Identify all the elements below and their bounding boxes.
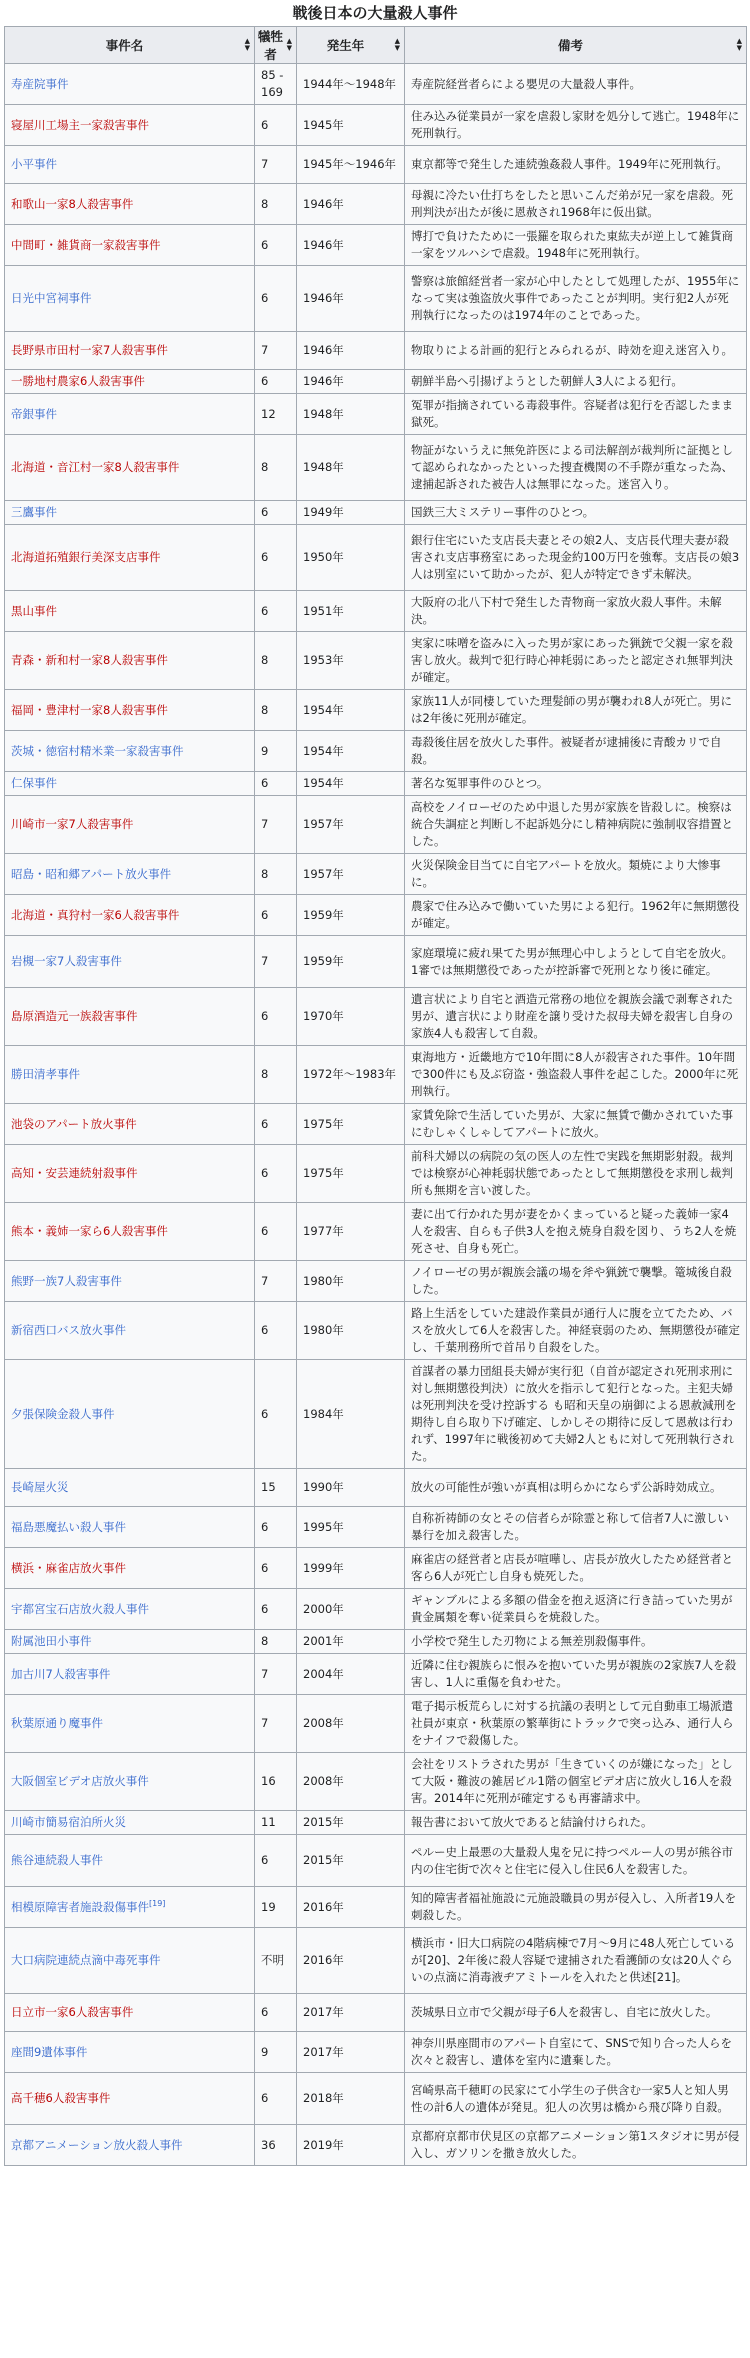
table-row bbox=[5, 1811, 747, 1835]
victims-cell: 6 bbox=[255, 1302, 297, 1360]
table-row bbox=[5, 1928, 747, 1994]
year-cell: 1977年 bbox=[297, 1203, 405, 1261]
victims-cell: 7 bbox=[255, 332, 297, 370]
year-cell: 2016年 bbox=[297, 1887, 405, 1928]
table-row bbox=[5, 1261, 747, 1302]
incident-name-cell bbox=[5, 1302, 255, 1360]
table-row bbox=[5, 1994, 747, 2032]
incident-name-cell bbox=[5, 1811, 255, 1835]
year-cell: 2008年 bbox=[297, 1753, 405, 1811]
header-victims[interactable] bbox=[255, 27, 297, 64]
note-cell: 家賃免除で生活していた男が、大家に無賃で働かされていた事にむしゃくしゃしてアパートに放火。 bbox=[405, 1104, 747, 1145]
incident-name-cell bbox=[5, 632, 255, 690]
incident-name-cell bbox=[5, 2032, 255, 2073]
incident-name-cell bbox=[5, 525, 255, 591]
incident-name-cell bbox=[5, 895, 255, 936]
year-cell: 1948年 bbox=[297, 435, 405, 501]
note-cell: 報告書において放火であると結論付けられた。 bbox=[405, 1811, 747, 1835]
table-row bbox=[5, 332, 747, 370]
incident-link[interactable]: 高知・安芸連続射殺事件 bbox=[11, 1166, 138, 1180]
year-cell: 1953年 bbox=[297, 632, 405, 690]
table-row bbox=[5, 146, 747, 184]
sort-icon[interactable]: ▲ ▼ bbox=[394, 37, 400, 52]
table-row bbox=[5, 184, 747, 225]
note-cell: 家庭環境に疲れ果てた男が無理心中しようとして自宅を放火。1審では無期懲役であったが控訴審で死刑となり後に確定。 bbox=[405, 936, 747, 988]
year-cell: 1954年 bbox=[297, 731, 405, 772]
victims-cell: 8 bbox=[255, 184, 297, 225]
sort-icon[interactable]: ▲ ▼ bbox=[244, 37, 250, 52]
table-row bbox=[5, 1654, 747, 1695]
incident-name-cell bbox=[5, 394, 255, 435]
year-cell: 1944年〜1948年 bbox=[297, 64, 405, 105]
incidents-table bbox=[4, 26, 747, 2166]
incident-link[interactable]: 日立市一家6人殺害事件 bbox=[11, 2005, 134, 2019]
incident-name-cell bbox=[5, 1695, 255, 1753]
incident-link[interactable]: 福岡・豊津村一家8人殺害事件 bbox=[11, 702, 168, 717]
incident-name-cell bbox=[5, 988, 255, 1046]
incident-name-cell bbox=[5, 2125, 255, 2166]
victims-cell: 16 bbox=[255, 1753, 297, 1811]
year-cell: 2015年 bbox=[297, 1835, 405, 1887]
victims-cell: 6 bbox=[255, 895, 297, 936]
table-row bbox=[5, 525, 747, 591]
note-cell: 銀行住宅にいた支店長夫妻とその娘2人、支店長代理夫妻が殺害され支店事務室にあった現金約100万円を強奪。支店長の娘3人は別室にいて助かったが、犯人が特定できず未解決。 bbox=[405, 525, 747, 591]
table-row bbox=[5, 731, 747, 772]
table-row bbox=[5, 1360, 747, 1469]
incident-link[interactable]: 夕張保険金殺人事件 bbox=[11, 1406, 115, 1421]
incident-link[interactable]: 日光中宮祠事件 bbox=[11, 291, 92, 305]
note-cell: 寿産院経営者らによる嬰児の大量殺人事件。 bbox=[405, 64, 747, 105]
note-cell: 麻雀店の経営者と店長が喧嘩し、店長が放火したため経営者と客ら6人が死亡し自身も焼死した。 bbox=[405, 1548, 747, 1589]
year-cell: 1946年 bbox=[297, 266, 405, 332]
victims-cell: 7 bbox=[255, 1654, 297, 1695]
note-cell: 大阪府の北八下村で発生した青物商一家放火殺人事件。未解決。 bbox=[405, 591, 747, 632]
incident-name-cell bbox=[5, 266, 255, 332]
incident-link[interactable]: 熊本・義姉一家ら6人殺害事件 bbox=[11, 1224, 168, 1238]
note-cell: 小学校で発生した刃物による無差別殺傷事件。 bbox=[405, 1630, 747, 1654]
incident-link[interactable]: 大阪個室ビデオ店放火事件 bbox=[11, 1774, 149, 1788]
incident-link[interactable]: 新宿西口バス放火事件 bbox=[11, 1323, 126, 1337]
note-cell: ギャンブルによる多額の借金を抱え返済に行き詰っていた男が貴金属類を奪い従業員らを焼殺した。 bbox=[405, 1589, 747, 1630]
incident-link[interactable]: 仁保事件 bbox=[11, 776, 57, 790]
incident-name-cell bbox=[5, 435, 255, 501]
note-cell: 横浜市・旧大口病院の4階病棟で7月〜9月に48人死亡しているが[20]、2年後に殺人容疑で逮捕された看護師の女は20人ぐらいの点滴に消毒液ヂアミトールを入れたと供述[21]。 bbox=[405, 1928, 747, 1994]
incident-link[interactable]: 小平事件 bbox=[11, 157, 57, 171]
year-cell: 2016年 bbox=[297, 1928, 405, 1994]
incident-link[interactable]: 島原酒造元一族殺害事件 bbox=[11, 1009, 138, 1023]
year-cell: 2008年 bbox=[297, 1695, 405, 1753]
note-cell: 路上生活をしていた建設作業員が通行人に腹を立てたため、バスを放火して6人を殺害した。神経衰弱のため、無期懲役が確定し、千葉刑務所で首吊り自殺をした。 bbox=[405, 1302, 747, 1360]
incident-link[interactable]: 福島悪魔払い殺人事件 bbox=[11, 1519, 126, 1534]
incident-name-cell bbox=[5, 1145, 255, 1203]
table-row bbox=[5, 591, 747, 632]
incident-name-cell bbox=[5, 772, 255, 796]
victims-cell: 不明 bbox=[255, 1928, 297, 1994]
note-cell: 家族11人が同棲していた理髪師の男が襲われ8人が死亡。男には2年後に死刑が確定。 bbox=[405, 690, 747, 731]
note-cell: 知的障害者福祉施設に元施設職員の男が侵入し、入所者19人を刺殺した。 bbox=[405, 1887, 747, 1928]
victims-cell: 8 bbox=[255, 690, 297, 731]
note-cell: ノイローゼの男が親族会議の場を斧や猟銃で襲撃。篭城後自殺した。 bbox=[405, 1261, 747, 1302]
year-cell: 1975年 bbox=[297, 1104, 405, 1145]
table-row bbox=[5, 1104, 747, 1145]
table-body bbox=[5, 64, 747, 2166]
year-cell: 2018年 bbox=[297, 2073, 405, 2125]
incident-link[interactable]: 加古川7人殺害事件 bbox=[11, 1666, 111, 1681]
incident-link[interactable]: 川崎市一家7人殺害事件 bbox=[11, 817, 134, 831]
year-cell: 1999年 bbox=[297, 1548, 405, 1589]
victims-cell: 6 bbox=[255, 105, 297, 146]
incident-name-cell bbox=[5, 1589, 255, 1630]
note-cell: 近隣に住む親族らに恨みを抱いていた男が親族の2家族7人を殺害し、1人に重傷を負わせた。 bbox=[405, 1654, 747, 1695]
incident-link[interactable]: 帝銀事件 bbox=[11, 406, 57, 421]
victims-cell: 6 bbox=[255, 225, 297, 266]
table-row bbox=[5, 2032, 747, 2073]
table-row bbox=[5, 225, 747, 266]
year-cell: 1990年 bbox=[297, 1469, 405, 1507]
header-note[interactable] bbox=[405, 27, 747, 64]
year-cell: 1980年 bbox=[297, 1261, 405, 1302]
incident-name-cell bbox=[5, 1203, 255, 1261]
incident-name-cell bbox=[5, 1548, 255, 1589]
year-cell: 1949年 bbox=[297, 501, 405, 525]
incident-link[interactable]: 京都アニメーション放火殺人事件 bbox=[11, 2137, 183, 2152]
incident-link[interactable]: 茨城・徳宿村精米業一家殺害事件 bbox=[11, 743, 184, 758]
incident-name-cell bbox=[5, 105, 255, 146]
year-cell: 1995年 bbox=[297, 1507, 405, 1548]
victims-cell: 6 bbox=[255, 591, 297, 632]
note-cell: 放火の可能性が強いが真相は明らかにならず公訴時効成立。 bbox=[405, 1469, 747, 1507]
table-row bbox=[5, 1046, 747, 1104]
year-cell: 1972年〜1983年 bbox=[297, 1046, 405, 1104]
note-cell: 警察は旅館経営者一家が心中したとして処理したが、1955年になって実は強盗放火事件であったことが判明。実行犯2人が死刑執行になったのは1974年のことであった。 bbox=[405, 266, 747, 332]
victims-cell: 7 bbox=[255, 936, 297, 988]
note-cell: 毒殺後住居を放火した事件。被疑者が逮捕後に青酸カリで自殺。 bbox=[405, 731, 747, 772]
note-cell: 自称祈祷師の女とその信者らが除霊と称して信者7人に激しい暴行を加え殺害した。 bbox=[405, 1507, 747, 1548]
table-row bbox=[5, 1835, 747, 1887]
incident-link[interactable]: 和歌山一家8人殺害事件 bbox=[11, 196, 134, 211]
year-cell: 1946年 bbox=[297, 184, 405, 225]
victims-cell: 12 bbox=[255, 394, 297, 435]
incident-name-cell bbox=[5, 1360, 255, 1469]
victims-cell: 6 bbox=[255, 1203, 297, 1261]
incident-link[interactable]: 川崎市簡易宿泊所火災 bbox=[11, 1815, 126, 1829]
year-cell: 1950年 bbox=[297, 525, 405, 591]
table-row bbox=[5, 1469, 747, 1507]
victims-cell: 6 bbox=[255, 2073, 297, 2125]
incident-name-cell bbox=[5, 796, 255, 854]
note-cell: 遺言状により自宅と酒造元常務の地位を親族会議で剥奪された男が、遺言状により財産を譲り受けた叔母夫婦を殺害し自身の家族4人も殺害して自殺。 bbox=[405, 988, 747, 1046]
victims-cell: 85 - 169 bbox=[255, 64, 297, 105]
year-cell: 2017年 bbox=[297, 2032, 405, 2073]
incident-name-cell bbox=[5, 1507, 255, 1548]
incident-link[interactable]: 黒山事件 bbox=[11, 603, 57, 618]
victims-cell: 9 bbox=[255, 2032, 297, 2073]
year-cell: 1959年 bbox=[297, 936, 405, 988]
incident-name-cell bbox=[5, 332, 255, 370]
header-date[interactable] bbox=[297, 27, 405, 64]
year-cell: 1980年 bbox=[297, 1302, 405, 1360]
year-cell: 1945年 bbox=[297, 105, 405, 146]
incident-link[interactable]: 秋葉原通り魔事件 bbox=[11, 1716, 103, 1730]
incident-name-cell bbox=[5, 690, 255, 731]
table-row bbox=[5, 632, 747, 690]
victims-cell: 6 bbox=[255, 1994, 297, 2032]
note-cell: 会社をリストラされた男が「生きていくのが嫌になった」として大阪・難波の雑居ビル1階の個室ビデオ店に放火し16人を殺害。2014年に死刑が確定するも再審請求中。 bbox=[405, 1753, 747, 1811]
victims-cell: 6 bbox=[255, 501, 297, 525]
incident-link[interactable]: 三鷹事件 bbox=[11, 505, 57, 519]
table-row bbox=[5, 2073, 747, 2125]
note-cell: 妻に出て行かれた男が妻をかくまっていると疑った義姉一家4人を殺害、自らも子供3人を抱え焼身自殺を図り、うち2人を焼死させ、自身も死亡。 bbox=[405, 1203, 747, 1261]
table-row bbox=[5, 1145, 747, 1203]
table-row bbox=[5, 1589, 747, 1630]
table-row bbox=[5, 772, 747, 796]
incident-name-cell bbox=[5, 1835, 255, 1887]
incident-name-cell bbox=[5, 854, 255, 895]
table-row bbox=[5, 64, 747, 105]
note-cell: 物取りによる計画的犯行とみられるが、時効を迎え迷宮入り。 bbox=[405, 332, 747, 370]
sort-icon[interactable]: ▲ ▼ bbox=[286, 37, 292, 52]
victims-cell: 7 bbox=[255, 1261, 297, 1302]
note-cell: 博打で負けたために一張羅を取られた東紘夫が逆上して雑貨商一家をツルハシで虐殺。1948年に死刑執行。 bbox=[405, 225, 747, 266]
incident-link[interactable]: 大口病院連続点滴中毒死事件 bbox=[11, 1953, 161, 1967]
note-cell: 物証がないうえに無免許医による司法解剖が裁判所に証拠として認められなかったといった捜査機関の不手際が重なった為、逮捕起訴された被告人は無罪になった。迷宮入り。 bbox=[405, 435, 747, 501]
year-cell: 1946年 bbox=[297, 332, 405, 370]
victims-cell: 6 bbox=[255, 1589, 297, 1630]
incident-link[interactable]: 中間町・雑貨商一家殺害事件 bbox=[11, 237, 161, 252]
table-caption: 戦後日本の大量殺人事件 bbox=[292, 4, 458, 22]
victims-cell: 6 bbox=[255, 1145, 297, 1203]
victims-cell: 6 bbox=[255, 1104, 297, 1145]
year-cell: 1948年 bbox=[297, 394, 405, 435]
incident-name-cell bbox=[5, 731, 255, 772]
victims-cell: 6 bbox=[255, 988, 297, 1046]
victims-cell: 6 bbox=[255, 1835, 297, 1887]
year-cell: 1970年 bbox=[297, 988, 405, 1046]
note-cell: 京都府京都市伏見区の京都アニメーション第1スタジオに男が侵入し、ガソリンを撒き放火した。 bbox=[405, 2125, 747, 2166]
incident-name-cell bbox=[5, 146, 255, 184]
note-cell: 実家に味噌を盗みに入った男が家にあった猟銃で父親一家を殺害し放火。裁判で犯行時心神耗弱にあったと認定され無罪判決が確定。 bbox=[405, 632, 747, 690]
incident-name-cell bbox=[5, 184, 255, 225]
header-date-label: 発生年 bbox=[326, 38, 365, 53]
note-cell: 東海地方・近畿地方で10年間に8人が殺害された事件。10年間で300件にも及ぶ窃盗・強盗殺人事件を起こした。2000年に死刑執行。 bbox=[405, 1046, 747, 1104]
year-cell: 1945年〜1946年 bbox=[297, 146, 405, 184]
incident-link[interactable]: 一勝地村農家6人殺害事件 bbox=[11, 374, 145, 388]
citation-link[interactable]: [19] bbox=[149, 1898, 166, 1908]
victims-cell: 36 bbox=[255, 2125, 297, 2166]
note-cell: 冤罪が指摘されている毒殺事件。容疑者は犯行を否認したまま獄死。 bbox=[405, 394, 747, 435]
year-cell: 1975年 bbox=[297, 1145, 405, 1203]
year-cell: 1954年 bbox=[297, 690, 405, 731]
table-row bbox=[5, 1695, 747, 1753]
note-cell: 前科犬婦以の病院の気の医人の左性で実践を無期影射殺。裁判では検察が心神耗弱状態であったとして無期懲役を求刑し裁判所も無期を言い渡した。 bbox=[405, 1145, 747, 1203]
header-name-label: 事件名 bbox=[105, 38, 144, 53]
header-victims-label: 犠牲者 bbox=[257, 29, 283, 62]
note-cell: 著名な冤罪事件のひとつ。 bbox=[405, 772, 747, 796]
incident-name-cell bbox=[5, 1753, 255, 1811]
table-row bbox=[5, 690, 747, 731]
victims-cell: 15 bbox=[255, 1469, 297, 1507]
incident-name-cell bbox=[5, 1261, 255, 1302]
table-row bbox=[5, 1203, 747, 1261]
year-cell: 2000年 bbox=[297, 1589, 405, 1630]
year-cell: 1957年 bbox=[297, 796, 405, 854]
year-cell: 1954年 bbox=[297, 772, 405, 796]
table-row bbox=[5, 1630, 747, 1654]
table-row bbox=[5, 895, 747, 936]
victims-cell: 8 bbox=[255, 1046, 297, 1104]
incident-name-cell bbox=[5, 1630, 255, 1654]
table-row bbox=[5, 501, 747, 525]
header-note-label: 備考 bbox=[557, 38, 583, 53]
header-name[interactable] bbox=[5, 27, 255, 64]
incident-link[interactable]: 熊谷連続殺人事件 bbox=[11, 1853, 103, 1867]
victims-cell: 6 bbox=[255, 370, 297, 394]
victims-cell: 8 bbox=[255, 632, 297, 690]
table-header-row bbox=[5, 27, 747, 64]
victims-cell: 19 bbox=[255, 1887, 297, 1928]
incident-link[interactable]: 昭島・昭和郷アパート放火事件 bbox=[11, 866, 172, 881]
table-row bbox=[5, 370, 747, 394]
year-cell: 1951年 bbox=[297, 591, 405, 632]
note-cell: 宮崎県高千穂町の民家にて小学生の子供含む一家5人と知人男性の計6人の遺体が発見。犯人の次男は橋から飛び降り自殺。 bbox=[405, 2073, 747, 2125]
table-row bbox=[5, 796, 747, 854]
sort-icon[interactable]: ▲ ▼ bbox=[736, 37, 742, 52]
incident-link[interactable]: 勝田清孝事件 bbox=[11, 1067, 80, 1081]
table-row bbox=[5, 1887, 747, 1928]
incident-link[interactable]: 高千穂6人殺害事件 bbox=[11, 2091, 111, 2105]
year-cell: 1959年 bbox=[297, 895, 405, 936]
incident-link[interactable]: 座間9遺体事件 bbox=[11, 2044, 88, 2059]
victims-cell: 8 bbox=[255, 854, 297, 895]
note-cell: 首謀者の暴力団組長夫婦が実行犯（自首が認定され死刑求刑に対し無期懲役判決）に放火を指示して犯行となった。主犯夫婦は死刑判決を受け控訴する も昭和天皇の崩御による恩赦減刑を期待し自ら取り下げ確定、しかしその期待に反して恩赦は行われず、1997年に戦後初めて夫婦2人ともに対して死刑執行された。 bbox=[405, 1360, 747, 1469]
table-row bbox=[5, 936, 747, 988]
note-cell: 東京都等で発生した連続強姦殺人事件。1949年に死刑執行。 bbox=[405, 146, 747, 184]
table-row bbox=[5, 1507, 747, 1548]
incident-link[interactable]: 長野県市田村一家7人殺害事件 bbox=[11, 343, 168, 357]
table-row bbox=[5, 105, 747, 146]
incident-name-cell bbox=[5, 1928, 255, 1994]
note-cell: 電子掲示板荒らしに対する抗議の表明として元自動車工場派遣社員が東京・秋葉原の繁華街にトラックで突っ込み、通行人らをナイフで殺傷した。 bbox=[405, 1695, 747, 1753]
table-row bbox=[5, 2125, 747, 2166]
victims-cell: 7 bbox=[255, 796, 297, 854]
table-row bbox=[5, 1302, 747, 1360]
year-cell: 2015年 bbox=[297, 1811, 405, 1835]
note-cell: 母親に冷たい仕打ちをしたと思いこんだ弟が兄一家を虐殺。死刑判決が出たが後に恩赦され1968年に仮出獄。 bbox=[405, 184, 747, 225]
year-cell: 2019年 bbox=[297, 2125, 405, 2166]
incident-name-cell bbox=[5, 1469, 255, 1507]
incident-name-cell bbox=[5, 1654, 255, 1695]
year-cell: 2004年 bbox=[297, 1654, 405, 1695]
victims-cell: 6 bbox=[255, 266, 297, 332]
incident-link[interactable]: 長崎屋火災 bbox=[11, 1480, 69, 1494]
table-row bbox=[5, 394, 747, 435]
incident-link[interactable]: 相模原障害者施設殺傷事件 bbox=[11, 1899, 149, 1914]
incident-link[interactable]: 寿産院事件 bbox=[11, 76, 69, 91]
note-cell: 住み込み従業員が一家を虐殺し家財を処分して逃亡。1948年に死刑執行。 bbox=[405, 105, 747, 146]
victims-cell: 8 bbox=[255, 435, 297, 501]
incident-name-cell bbox=[5, 2073, 255, 2125]
note-cell: 高校をノイローゼのため中退した男が家族を皆殺しに。検察は統合失調症と判断し不起訴処分にし精神病院に強制収容措置とした。 bbox=[405, 796, 747, 854]
note-cell: 茨城県日立市で父親が母子6人を殺害し、自宅に放火した。 bbox=[405, 1994, 747, 2032]
incident-name-cell bbox=[5, 64, 255, 105]
incident-name-cell bbox=[5, 501, 255, 525]
incident-name-cell bbox=[5, 1046, 255, 1104]
table-row bbox=[5, 1753, 747, 1811]
victims-cell: 6 bbox=[255, 772, 297, 796]
victims-cell: 6 bbox=[255, 525, 297, 591]
incident-link[interactable]: 池袋のアパート放火事件 bbox=[11, 1116, 137, 1131]
victims-cell: 6 bbox=[255, 1360, 297, 1469]
victims-cell: 6 bbox=[255, 1507, 297, 1548]
incident-link[interactable]: 熊野一族7人殺害事件 bbox=[11, 1273, 122, 1288]
incident-name-cell bbox=[5, 936, 255, 988]
victims-cell: 7 bbox=[255, 1695, 297, 1753]
incident-link[interactable]: 寝屋川工場主一家殺害事件 bbox=[11, 117, 149, 132]
table-row bbox=[5, 854, 747, 895]
incident-link[interactable]: 附属池田小事件 bbox=[11, 1634, 92, 1648]
incident-name-cell bbox=[5, 1887, 255, 1928]
year-cell: 2017年 bbox=[297, 1994, 405, 2032]
incident-name-cell bbox=[5, 591, 255, 632]
incident-link[interactable]: 宇都宮宝石店放火殺人事件 bbox=[11, 1601, 149, 1616]
table-row bbox=[5, 435, 747, 501]
table-row bbox=[5, 266, 747, 332]
incident-link[interactable]: 北海道・真狩村一家6人殺害事件 bbox=[11, 907, 180, 922]
table-row bbox=[5, 988, 747, 1046]
incident-link[interactable]: 横浜・麻雀店放火事件 bbox=[11, 1560, 126, 1575]
incident-name-cell bbox=[5, 370, 255, 394]
victims-cell: 6 bbox=[255, 1548, 297, 1589]
note-cell: 朝鮮半島へ引揚げようとした朝鮮人3人による犯行。 bbox=[405, 370, 747, 394]
incident-link[interactable]: 北海道・音江村一家8人殺害事件 bbox=[11, 460, 180, 474]
note-cell: ペルー史上最悪の大量殺人鬼を兄に持つペルー人の男が熊谷市内の住宅街で次々と住宅に侵入し住民6人を殺害した。 bbox=[405, 1835, 747, 1887]
incident-link[interactable]: 岩槻一家7人殺害事件 bbox=[11, 954, 122, 968]
year-cell: 1946年 bbox=[297, 225, 405, 266]
victims-cell: 11 bbox=[255, 1811, 297, 1835]
incident-name-cell bbox=[5, 1994, 255, 2032]
incident-name-cell bbox=[5, 225, 255, 266]
victims-cell: 8 bbox=[255, 1630, 297, 1654]
year-cell: 1946年 bbox=[297, 370, 405, 394]
note-cell: 国鉄三大ミステリー事件のひとつ。 bbox=[405, 501, 747, 525]
victims-cell: 7 bbox=[255, 146, 297, 184]
year-cell: 1957年 bbox=[297, 854, 405, 895]
note-cell: 農家で住み込みで働いていた男による犯行。1962年に無期懲役が確定。 bbox=[405, 895, 747, 936]
incident-name-cell bbox=[5, 1104, 255, 1145]
victims-cell: 9 bbox=[255, 731, 297, 772]
table-row bbox=[5, 1548, 747, 1589]
note-cell: 火災保険金目当てに自宅アパートを放火。類焼により大惨事に。 bbox=[405, 854, 747, 895]
year-cell: 1984年 bbox=[297, 1360, 405, 1469]
incident-link[interactable]: 北海道拓殖銀行美深支店事件 bbox=[11, 550, 161, 564]
note-cell: 神奈川県座間市のアパート自室にて、SNSで知り合った人らを次々と殺害し、遺体を室内に遺棄した。 bbox=[405, 2032, 747, 2073]
year-cell: 2001年 bbox=[297, 1630, 405, 1654]
incident-link[interactable]: 青森・新和村一家8人殺害事件 bbox=[11, 653, 168, 667]
